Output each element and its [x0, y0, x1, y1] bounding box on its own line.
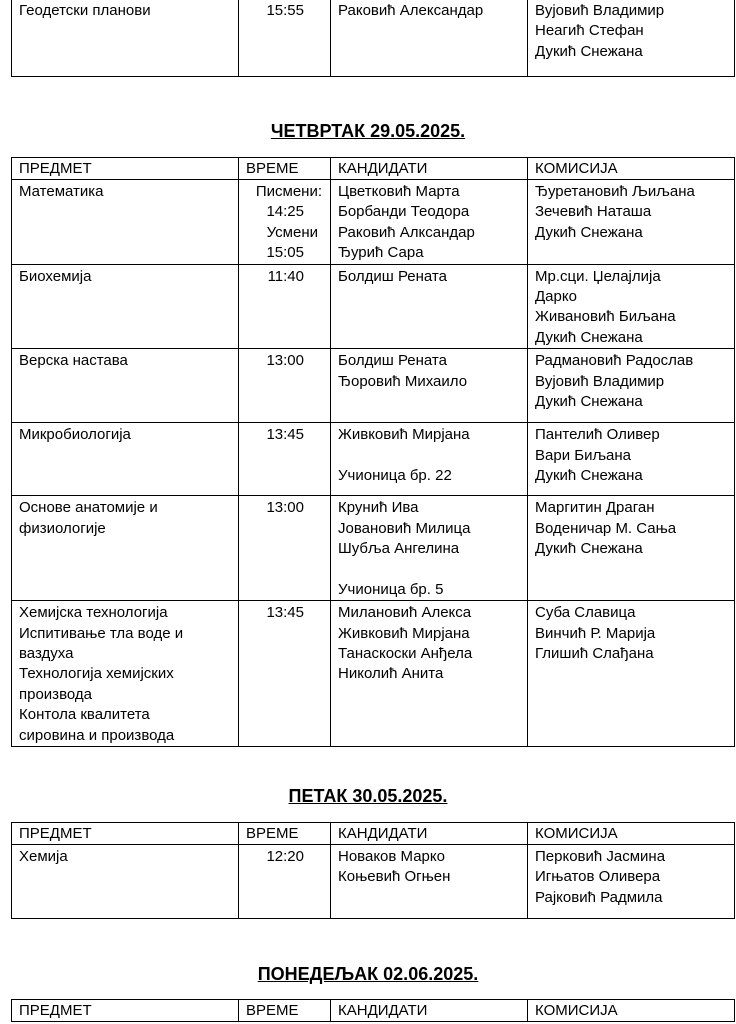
column-header-time: ВРЕМЕ	[239, 823, 331, 845]
table-row	[12, 601, 735, 747]
day-heading-monday: ПОНЕДЕЉАК 02.06.2025.	[257, 964, 479, 984]
subject-cell: Основе анатомије и физиологије	[12, 496, 239, 601]
commission-cell: Перковић Јасмина Игњатов Оливера Рајковић Радмила	[528, 845, 735, 919]
header-row	[12, 158, 735, 180]
subject-cell: Математика	[12, 180, 239, 265]
column-header-subject: ПРЕДМЕТ	[12, 158, 239, 180]
table-row	[12, 845, 735, 919]
time-cell: 13:00	[239, 496, 331, 601]
time-cell: 12:20	[239, 845, 331, 919]
day-heading-friday: ПЕТАК 30.05.2025.	[288, 786, 448, 806]
time-cell: 13:45	[239, 601, 331, 747]
subject-cell: Хемија	[12, 845, 239, 919]
commission-cell: Вујовић Владимир Неагић Стефан Дукић Снежана	[528, 0, 735, 77]
table-row	[12, 349, 735, 423]
candidates-cell: Цветковић Марта Борбанди Теодора Раковић Алксандар Ђурић Сара	[331, 180, 528, 265]
subject-cell: Геодетски планови	[12, 0, 239, 77]
top-schedule-table	[11, 0, 735, 77]
commission-cell: Маргитин Драган Воденичар М. Сања Дукић Снежана	[528, 496, 735, 601]
table-row	[12, 264, 735, 349]
column-header-candidates: КАНДИДАТИ	[331, 158, 528, 180]
column-header-candidates: КАНДИДАТИ	[331, 1000, 528, 1022]
subject-cell: Биохемија	[12, 264, 239, 349]
room-label: Учионица бр. 22	[338, 467, 452, 485]
time-cell: 11:40	[239, 264, 331, 349]
column-header-candidates: КАНДИДАТИ	[331, 823, 528, 845]
commission-cell: Радмановић Радослав Вујовић Владимир Дукић Снежана	[528, 349, 735, 423]
subject-cell: Микробиологија	[12, 423, 239, 496]
table-row	[12, 180, 735, 265]
commission-cell: Пантелић Оливер Вари Биљана Дукић Снежана	[528, 423, 735, 496]
candidates-cell: Крунић Ива Јовановић Милица Шубља Ангелина Учионица бр. 5	[331, 496, 528, 601]
column-header-subject: ПРЕДМЕТ	[12, 823, 239, 845]
time-cell: 15:55	[239, 0, 331, 77]
commission-cell: Ђуретановић Љиљана Зечевић Наташа Дукић Снежана	[528, 180, 735, 265]
candidates-cell: Болдиш Рената	[331, 264, 528, 349]
subject-cell: Хемијска технологија Испитивање тла воде и ваздуха Технологија хемијских производа Контола квалитета сировина и производа	[12, 601, 239, 747]
room-label: Учионица бр. 5	[338, 580, 444, 598]
commission-cell: Суба Славица Винчић Р. Марија Глишић Слађана	[528, 601, 735, 747]
candidates-cell: Милановић Алекса Живковић Мирјана Танаскоски Анђела Николић Анита	[331, 601, 528, 747]
table-row	[12, 496, 735, 601]
header-row	[12, 1000, 735, 1022]
header-row	[12, 823, 735, 845]
column-header-time: ВРЕМЕ	[239, 1000, 331, 1022]
time-cell: 13:45	[239, 423, 331, 496]
candidates-cell: Живковић Мирјана Учионица бр. 22	[331, 423, 528, 496]
table-row	[12, 0, 735, 77]
time-cell: 13:00	[239, 349, 331, 423]
subject-cell: Верска настава	[12, 349, 239, 423]
column-header-time: ВРЕМЕ	[239, 158, 331, 180]
day-heading-thursday: ЧЕТВРТАК 29.05.2025.	[270, 121, 466, 141]
time-cell: Писмени: 14:25 Усмени 15:05	[239, 180, 331, 265]
column-header-commission: КОМИСИЈА	[528, 823, 735, 845]
candidates-cell: Болдиш Рената Ђоровић Михаило	[331, 349, 528, 423]
candidates-cell: Новаков Марко Коњевић Огњен	[331, 845, 528, 919]
thursday-schedule-table	[11, 157, 735, 747]
column-header-subject: ПРЕДМЕТ	[12, 1000, 239, 1022]
candidates-cell: Раковић Александар	[331, 0, 528, 77]
table-row	[12, 423, 735, 496]
column-header-commission: КОМИСИЈА	[528, 1000, 735, 1022]
column-header-commission: КОМИСИЈА	[528, 158, 735, 180]
monday-schedule-table	[11, 999, 735, 1022]
friday-schedule-table	[11, 822, 735, 919]
commission-cell: Мр.сци. Џелајлија Дарко Живановић Биљана Дукић Снежана	[528, 264, 735, 349]
